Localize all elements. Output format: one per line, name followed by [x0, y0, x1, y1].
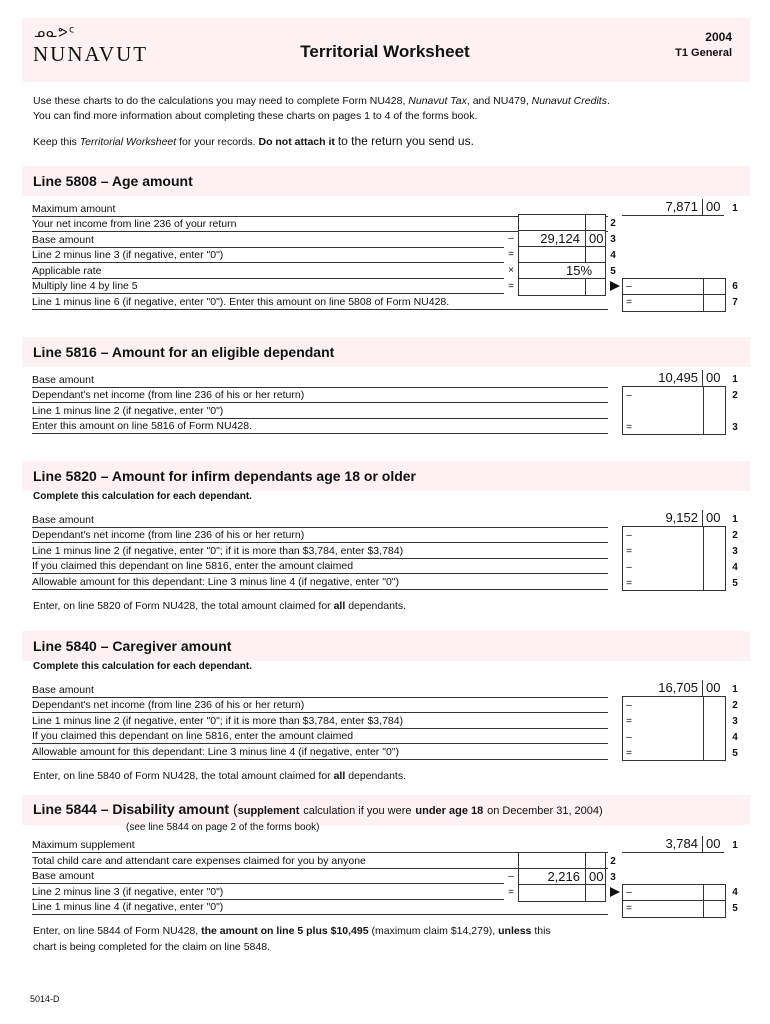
minus-sign: – [626, 390, 632, 401]
row-5808-3: Base amount [32, 234, 94, 246]
rule [32, 883, 504, 884]
line2-3-field[interactable] [622, 386, 726, 435]
row-5808-6: Multiply line 4 by line 5 [32, 280, 138, 292]
max-supplement-dollars: 3,784 [665, 836, 698, 851]
minus-sign: – [626, 732, 632, 743]
line-number: 4 [732, 562, 738, 573]
rule [32, 433, 608, 434]
section-5840-note: Enter, on line 5840 of Form NU428, the total amount claimed for all dependants. [33, 770, 407, 782]
row-5808-4: Line 2 minus line 3 (if negative, enter "0") [32, 249, 224, 261]
line-number: 3 [732, 716, 738, 727]
base-amount-dollars: 10,495 [658, 370, 698, 385]
rule [32, 589, 608, 590]
row-5844-3: Base amount [32, 870, 94, 882]
line-number: 1 [732, 840, 738, 851]
row-5840-2: Dependant's net income (from line 236 of his or her return) [32, 699, 305, 711]
line-number: 4 [732, 887, 738, 898]
row-5820-5: Allowable amount for this dependant: Line 3 minus line 4 (if negative, enter "0") [32, 576, 400, 588]
rule [32, 293, 504, 294]
equals-sign: = [508, 249, 514, 260]
row-5808-7: Line 1 minus line 6 (if negative, enter "0"). Enter this amount on line 5808 of Form NU428. [32, 296, 450, 308]
line-number: 2 [732, 700, 738, 711]
minus-sign: – [626, 281, 632, 292]
section-5820-subtitle: Complete this calculation for each dependant. [33, 491, 252, 502]
form-id: T1 General [675, 47, 732, 59]
rule [32, 759, 608, 760]
minus-sign: – [626, 887, 632, 898]
max-amount-dollars: 7,871 [665, 199, 698, 214]
equals-sign: = [508, 887, 514, 898]
arrow-icon [610, 887, 620, 897]
row-5844-2: Total child care and attendant care expenses claimed for you by anyone [32, 855, 366, 867]
base-amount-cents: 00 [589, 869, 604, 884]
row-5840-5: Allowable amount for this dependant: Line 3 minus line 4 (if negative, enter "0") [32, 746, 400, 758]
base-amount-cents: 00 [706, 510, 721, 525]
base-amount-dollars: 9,152 [665, 510, 698, 525]
section-5820-note: Enter, on line 5820 of Form NU428, the total amount claimed for all dependants. [33, 600, 407, 612]
line-number: 3 [610, 234, 616, 245]
equals-sign: = [626, 748, 632, 759]
line-number: 3 [732, 546, 738, 557]
row-5844-4: Line 2 minus line 3 (if negative, enter "0") [32, 886, 224, 898]
row-5816-3: Line 1 minus line 2 (if negative, enter "0") [32, 405, 224, 417]
base-amount-dollars: 2,216 [547, 869, 580, 884]
row-5840-1: Base amount [32, 684, 94, 696]
row-5816-4: Enter this amount on line 5816 of Form NU428. [32, 420, 253, 432]
line-number: 2 [732, 530, 738, 541]
section-5844-title: Line 5844 – Disability amount (supplement calculation if you were under age 18 on December 31, 2004) [33, 801, 603, 817]
max-amount-cents: 00 [706, 199, 721, 214]
equals-sign: = [626, 546, 632, 557]
row-5808-5: Applicable rate [32, 265, 102, 277]
section-5844-note-1: Enter, on line 5844 of Form NU428, the amount on line 5 plus $10,495 (maximum claim $14,279), unless this [33, 925, 551, 937]
row-5840-3: Line 1 minus line 2 (if negative, enter "0"; if it is more than $3,784, enter $3,784) [32, 715, 404, 727]
minus-sign: – [508, 871, 514, 882]
minus-sign: – [508, 233, 514, 244]
arrow-icon [610, 281, 620, 291]
line-number: 3 [610, 872, 616, 883]
line-number: 2 [610, 856, 616, 867]
section-5844-note-2: chart is being completed for the claim on line 5848. [33, 941, 270, 953]
line7-field[interactable] [622, 294, 726, 312]
section-5816-title: Line 5816 – Amount for an eligible dependant [33, 344, 335, 360]
equals-sign: = [626, 903, 632, 914]
row-5844-5: Line 1 minus line 4 (if negative, enter "0") [32, 901, 224, 913]
line-number: 2 [610, 218, 616, 229]
applicable-rate: 15% [566, 263, 593, 278]
line-number: 1 [732, 684, 738, 695]
line-number: 5 [610, 266, 616, 277]
equals-sign: = [626, 578, 632, 589]
line5-field[interactable] [622, 900, 726, 918]
base-amount-dollars: 16,705 [658, 680, 698, 695]
times-sign: × [508, 265, 514, 276]
row-5820-3: Line 1 minus line 2 (if negative, enter "0"; if it is more than $3,784, enter $3,784) [32, 545, 404, 557]
nunavut-logo: NUNAVUT [33, 42, 149, 66]
line-number: 6 [732, 281, 738, 292]
rule [32, 743, 608, 744]
row-5820-2: Dependant's net income (from line 236 of his or her return) [32, 529, 305, 541]
section-5820-title: Line 5820 – Amount for infirm dependants age 18 or older [33, 468, 417, 484]
base-amount-dollars: 29,124 [540, 231, 580, 246]
row-5820-1: Base amount [32, 514, 94, 526]
line-number: 2 [732, 390, 738, 401]
line6-calc-field[interactable] [518, 278, 606, 296]
page-title: Territorial Worksheet [300, 42, 470, 61]
rule [32, 542, 608, 543]
line-number: 5 [732, 578, 738, 589]
rule [32, 262, 504, 263]
equals-sign: = [626, 422, 632, 433]
minus-sign: – [626, 530, 632, 541]
row-5816-1: Base amount [32, 374, 94, 386]
minus-sign: – [626, 700, 632, 711]
tax-year: 2004 [705, 30, 732, 44]
line-number: 1 [732, 203, 738, 214]
section-5808-title: Line 5808 – Age amount [33, 173, 193, 189]
rule [32, 712, 608, 713]
section-5844-see: (see line 5844 on page 2 of the forms book) [126, 822, 320, 833]
equals-sign: = [508, 281, 514, 292]
rule [32, 309, 608, 310]
intro-line-2: You can find more information about completing these charts on pages 1 to 4 of the forms book. [33, 110, 478, 122]
base-amount-cents: 00 [706, 680, 721, 695]
row-5844-1: Maximum supplement [32, 839, 135, 851]
section-5840-title: Line 5840 – Caregiver amount [33, 638, 232, 654]
row-5840-4: If you claimed this dependant on line 5816, enter the amount claimed [32, 730, 354, 742]
line-number: 5 [732, 903, 738, 914]
max-supplement-cents: 00 [706, 836, 721, 851]
lines-2-5-field[interactable] [622, 696, 726, 761]
section-5840-subtitle: Complete this calculation for each dependant. [33, 661, 252, 672]
line4-calc-field[interactable] [518, 884, 606, 902]
row-5808-1: Maximum amount [32, 203, 116, 215]
minus-sign: – [626, 562, 632, 573]
row-5816-2: Dependant's net income (from line 236 of his or her return) [32, 389, 305, 401]
base-amount-cents: 00 [706, 370, 721, 385]
line-number: 4 [610, 250, 616, 261]
line-number: 4 [732, 732, 738, 743]
line-number: 7 [732, 297, 738, 308]
intro-line-1: Use these charts to do the calculations you may need to complete Form NU428, Nunavut Tax, and NU479, Nunavut Credits. [33, 95, 610, 107]
line-number: 5 [732, 748, 738, 759]
line-number: 1 [732, 374, 738, 385]
keep-note: Keep this Territorial Worksheet for your records. Do not attach it to the return you send us. [33, 134, 474, 148]
lines-2-5-field[interactable] [622, 526, 726, 591]
equals-sign: = [626, 297, 632, 308]
rule [32, 914, 608, 915]
line-number: 1 [732, 514, 738, 525]
equals-sign: = [626, 716, 632, 727]
form-code: 5014-D [30, 994, 60, 1004]
nunavut-syllabics-logo: ᓄᓇᕗᑦ [34, 26, 76, 41]
row-5820-4: If you claimed this dependant on line 5816, enter the amount claimed [32, 560, 354, 572]
row-5808-2: Your net income from line 236 of your return [32, 218, 237, 230]
line-number: 3 [732, 422, 738, 433]
base-amount-cents: 00 [589, 231, 604, 246]
rule [32, 402, 608, 403]
rule [32, 573, 608, 574]
